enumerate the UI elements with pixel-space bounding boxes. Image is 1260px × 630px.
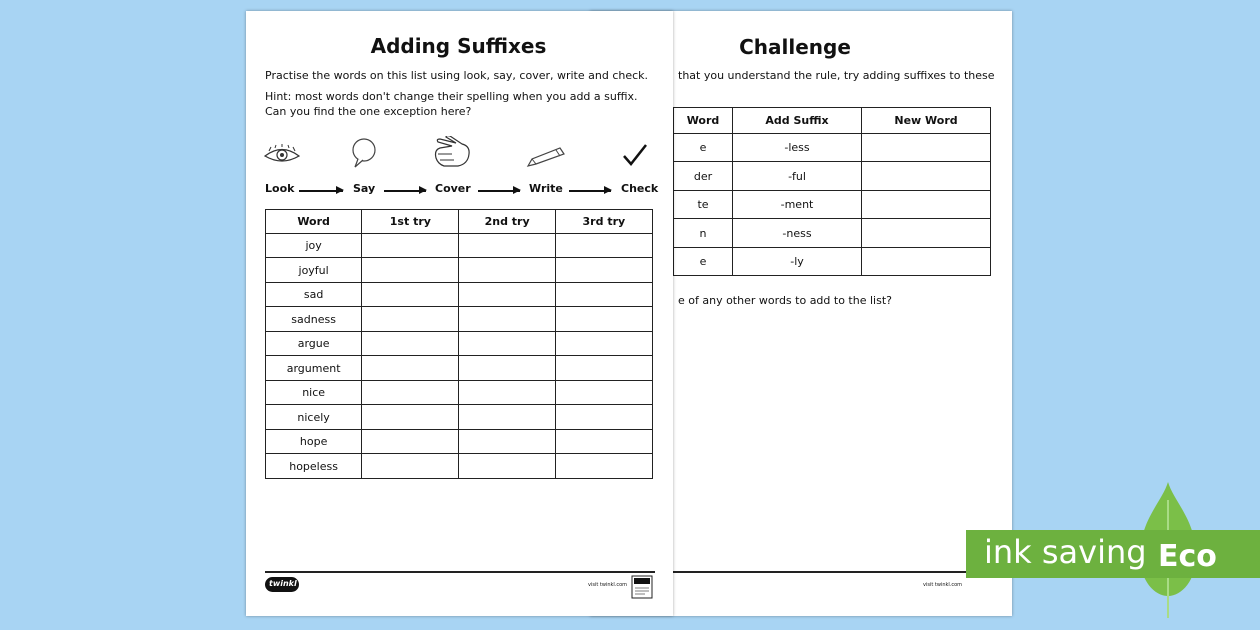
try-cell[interactable] [362,356,459,381]
challenge-table [673,107,991,276]
header-word: Word [674,108,733,134]
word-cell: joy [266,234,362,258]
footer-divider [265,571,655,573]
try-cell[interactable] [362,454,459,479]
try-cell[interactable] [362,234,459,258]
challenge-suffix: -ment [733,191,862,219]
step-say: Say [353,182,376,195]
eco-text: Eco [1158,539,1217,574]
word-cell: sad [266,283,362,307]
new-word-cell[interactable] [862,219,991,248]
header-1st-try: 1st try [362,210,459,234]
try-cell[interactable] [459,405,555,430]
challenge-suffix: -ness [733,219,862,248]
page-title: Adding Suffixes [370,34,547,58]
footer-divider [670,571,992,573]
ink-saving-text: ink saving [984,533,1147,571]
step-look: Look [265,182,295,195]
arrow-icon [299,190,343,192]
arrow-icon [384,190,426,192]
new-word-cell[interactable] [862,248,991,276]
worksheet-page [246,11,673,616]
twinkl-logo: twinkl [265,577,299,592]
try-cell[interactable] [555,283,652,307]
try-cell[interactable] [459,258,555,283]
challenge-word: n [674,219,733,248]
challenge-question: e of any other words to add to the list? [678,294,892,307]
try-cell[interactable] [555,381,652,405]
try-cell[interactable] [459,283,555,307]
word-cell: sadness [266,307,362,332]
challenge-suffix: -less [733,134,862,162]
challenge-instruction: that you understand the rule, try adding suffixes to these [678,69,995,82]
try-cell[interactable] [555,454,652,479]
step-check: Check [621,182,659,195]
new-word-cell[interactable] [862,162,991,191]
challenge-suffix: -ly [733,248,862,276]
word-cell: argue [266,332,362,356]
try-cell[interactable] [459,381,555,405]
try-cell[interactable] [555,356,652,381]
pencil-icon [526,146,568,168]
challenge-word: der [674,162,733,191]
word-cell: nicely [266,405,362,430]
hint-text: Hint: most words don't change their spelling when you add a suffix. Can you find the one exception here? [265,90,638,118]
arrow-icon [569,190,611,192]
try-cell[interactable] [362,405,459,430]
word-cell: argument [266,356,362,381]
challenge-word: te [674,191,733,219]
try-cell[interactable] [555,258,652,283]
header-new-word: New Word [862,108,991,134]
try-cell[interactable] [362,307,459,332]
challenge-suffix: -ful [733,162,862,191]
instruction-text: Practise the words on this list using look, say, cover, write and check. [265,69,649,82]
footer-url: visit twinkl.com [923,582,963,588]
practice-table [265,209,653,479]
header-add-suffix: Add Suffix [733,108,862,134]
try-cell[interactable] [459,234,555,258]
challenge-title: Challenge [739,35,851,59]
try-cell[interactable] [459,332,555,356]
footer-url: visit twinkl.com [588,582,628,588]
try-cell[interactable] [362,381,459,405]
word-cell: nice [266,381,362,405]
checkmark-icon [622,143,648,167]
try-cell[interactable] [362,283,459,307]
try-cell[interactable] [362,332,459,356]
ink-saving-eco-badge [966,480,1260,600]
speech-bubble-icon [350,138,378,168]
header-word: Word [266,210,362,234]
header-2nd-try: 2nd try [459,210,555,234]
try-cell[interactable] [555,405,652,430]
try-cell[interactable] [459,307,555,332]
try-cell[interactable] [362,430,459,454]
word-cell: joyful [266,258,362,283]
challenge-word: e [674,248,733,276]
try-cell[interactable] [459,356,555,381]
try-cell[interactable] [555,307,652,332]
try-cell[interactable] [459,454,555,479]
step-write: Write [529,182,563,195]
word-cell: hope [266,430,362,454]
eye-icon [263,144,301,166]
try-cell[interactable] [459,430,555,454]
try-cell[interactable] [555,332,652,356]
challenge-word: e [674,134,733,162]
header-3rd-try: 3rd try [555,210,652,234]
word-cell: hopeless [266,454,362,479]
try-cell[interactable] [362,258,459,283]
try-cell[interactable] [555,430,652,454]
twinkl-badge-icon [631,575,653,599]
hand-icon [432,136,472,168]
new-word-cell[interactable] [862,134,991,162]
new-word-cell[interactable] [862,191,991,219]
step-cover: Cover [435,182,471,195]
arrow-icon [478,190,520,192]
try-cell[interactable] [555,234,652,258]
